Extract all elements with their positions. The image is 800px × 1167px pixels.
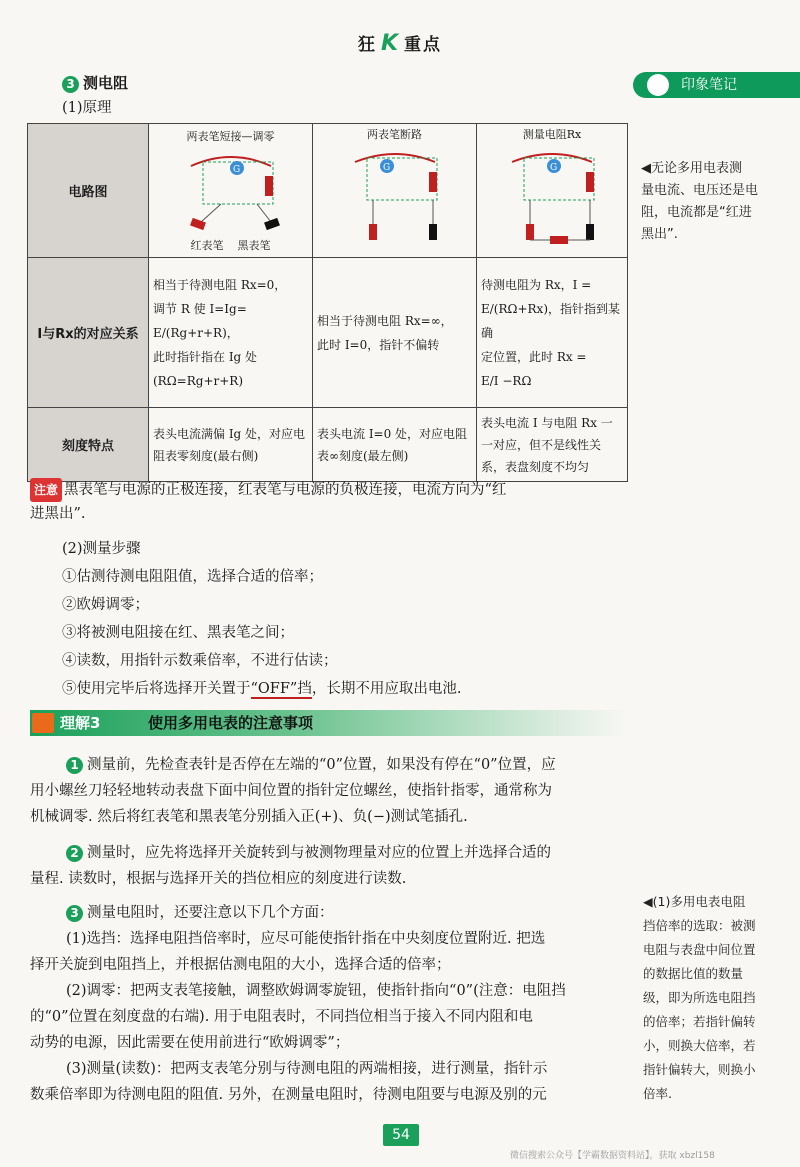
relation-open-line: 此时 I=0，指针不偏转 xyxy=(317,337,440,352)
circuit-diagram-measure xyxy=(482,144,622,252)
header-k-logo: K xyxy=(380,31,401,56)
svg-text:G: G xyxy=(232,165,240,175)
side-note-line: 级，即为所选电阻挡 xyxy=(643,990,756,1005)
steps-label: (2)测量步骤 xyxy=(62,541,141,557)
svg-text:G: G xyxy=(550,163,558,173)
relation-measure xyxy=(477,258,628,408)
p3-line: 测量电阻时，还要注意以下几个方面： xyxy=(87,905,334,921)
section-title: 测电阻 xyxy=(83,74,129,92)
caption-short: 两表笔短接—调零 xyxy=(186,130,275,143)
section-heading xyxy=(62,72,128,93)
section-banner xyxy=(30,710,625,736)
relation-short-line: 调节 R 使 I=Ig= E/(Rg+r+R)， xyxy=(153,301,247,340)
caption-open: 两表笔断路 xyxy=(367,128,422,141)
side-note-1 xyxy=(641,158,786,246)
p3-line: 的“0”位置在刻度盘的右端). 用于电阻表时，不同挡位相当于接入不同内阻和电 xyxy=(30,1009,533,1025)
p3-line: (1)选挡：选择电阻挡倍率时，应尽可能使指针指在中央刻度位置附近. 把选 xyxy=(66,931,546,947)
side-note-line: 电阻与表盘中间位置 xyxy=(643,942,756,957)
side-note-line: 的倍率；若指针偏转 xyxy=(643,1014,756,1029)
p1-line: 机械调零. 然后将红表笔和黑表笔分别插入正(+)、负(−)测试笔插孔. xyxy=(30,809,468,825)
page-header xyxy=(0,30,800,56)
p2-line: 量程. 读数时，根据与选择开关的挡位相应的刻度进行读数. xyxy=(30,871,407,887)
p2-number: 2 xyxy=(66,845,83,862)
p3-line: (2)调零：把两支表笔接触，调整欧姆调零旋钮，使指针指向“0”(注意：电阻挡 xyxy=(66,983,566,999)
principle-table xyxy=(27,123,628,482)
p3-line: 动势的电源，因此需要在使用前进行“欧姆调零”； xyxy=(30,1035,350,1051)
scale-open: 表头电流 I=0 处，对应电阻表∞刻度(最左侧) xyxy=(313,408,477,482)
relation-open xyxy=(313,258,477,408)
paragraph-3 xyxy=(30,900,630,1108)
side-tab-label: 印象笔记 xyxy=(681,77,737,93)
header-left: 狂 xyxy=(357,35,377,55)
watermark: 微信搜索公众号【学霸数据资料站】，获取 xbzl158 xyxy=(510,1151,715,1161)
step-item: ①估测待测电阻阻值，选择合适的倍率； xyxy=(62,569,323,585)
side-note-line: 倍率. xyxy=(643,1086,672,1101)
attention-line: 黑表笔与电源的正极连接，红表笔与电源的负极连接，电流方向为“红 xyxy=(64,482,507,498)
svg-text:G: G xyxy=(382,163,390,173)
header-right: 重点 xyxy=(404,35,443,55)
relation-measure-line: E/(RΩ+Rx)，指针指到某确 xyxy=(481,301,621,340)
book-icon xyxy=(32,713,54,733)
circuit-measure xyxy=(477,124,628,258)
p1-line: 测量前，先检查表针是否停在左端的“0”位置，如果没有停在“0”位置，应 xyxy=(87,757,556,773)
side-note-line: ◀无论多用电表测 xyxy=(641,161,742,176)
attention-line: 进黑出”. xyxy=(30,506,86,522)
page-number: 54 xyxy=(383,1124,419,1146)
label-red-pen: 红表笔 xyxy=(190,239,224,252)
side-note-line: ◀(1)多用电表电阻 xyxy=(643,894,746,909)
p3-number: 3 xyxy=(66,905,83,922)
row-header-scale: 刻度特点 xyxy=(28,408,149,482)
side-note-line: 挡倍率的选取：被测 xyxy=(643,918,756,933)
step-item: ②欧姆调零； xyxy=(62,597,149,613)
step-item: ③将被测电阻接在红、黑表笔之间； xyxy=(62,625,294,641)
relation-short-line: (RΩ=Rg+r+R) xyxy=(153,373,243,388)
steps-list xyxy=(62,535,632,703)
elephant-icon xyxy=(647,74,669,96)
scale-measure: 表头电流 I 与电阻 Rx 一一对应，但不是线性关系，表盘刻度不均匀 xyxy=(477,408,628,482)
circuit-diagram-open xyxy=(325,144,465,252)
side-note-line: 量电流、电压还是电 xyxy=(641,183,759,198)
circuit-open xyxy=(313,124,477,258)
label-black-pen: 黑表笔 xyxy=(237,239,271,252)
side-tab xyxy=(633,72,800,98)
side-note-line: 小，则换大倍率，若 xyxy=(643,1038,756,1053)
attention-tag: 注意 xyxy=(30,478,62,502)
banner-tag: 理解3 xyxy=(60,714,101,732)
relation-short-line: 相当于待测电阻 Rx=0， xyxy=(153,277,287,292)
attention-note xyxy=(30,478,630,526)
scale-short: 表头电流满偏 Ig 处，对应电阻表零刻度(最右侧) xyxy=(149,408,313,482)
paragraph-2 xyxy=(30,840,630,892)
relation-measure-line: E/I −RΩ xyxy=(481,373,532,388)
relation-short-line: 此时指针指在 Ig 处 xyxy=(153,349,258,364)
circuit-short xyxy=(149,124,313,258)
side-note-line: 指针偏转大，则换小 xyxy=(643,1062,756,1077)
p1-number: 1 xyxy=(66,757,83,774)
caption-measure: 测量电阻Rx xyxy=(522,128,582,141)
step5-underlined: “OFF”挡 xyxy=(250,681,312,697)
p3-line: 数乘倍率即为待测电阻的阻值. 另外，在测量电阻时，待测电阻要与电源及别的元 xyxy=(30,1087,547,1103)
paragraph-1 xyxy=(30,752,630,830)
side-note-line: 黑出”. xyxy=(641,227,678,242)
principle-label: (1)原理 xyxy=(62,100,112,116)
p3-line: 择开关旋到电阻挡上，并根据估测电阻的大小，选择合适的倍率； xyxy=(30,957,451,973)
relation-open-line: 相当于待测电阻 Rx=∞， xyxy=(317,313,453,328)
p3-line: (3)测量(读数)：把两支表笔分别与待测电阻的两端相接，进行测量，指针示 xyxy=(66,1061,548,1077)
step5-pre: ⑤使用完毕后将选择开关置于 xyxy=(62,681,251,697)
row-header-circuit: 电路图 xyxy=(28,124,149,258)
side-note-2 xyxy=(643,890,788,1106)
side-note-line: 的数据比值的数量 xyxy=(643,966,744,981)
step5-post: ，长期不用应取出电池. xyxy=(311,681,462,697)
circuit-diagram-short xyxy=(161,146,301,240)
relation-measure-line: 定位置，此时 Rx = xyxy=(481,349,587,364)
relation-measure-line: 待测电阻为 Rx，I = xyxy=(481,277,592,292)
p1-line: 用小螺丝刀轻轻地转动表盘下面中间位置的指针定位螺丝，使指针指零，通常称为 xyxy=(30,783,552,799)
section-number: 3 xyxy=(62,76,79,93)
row-header-relation: I与Rx的对应关系 xyxy=(28,258,149,408)
relation-short xyxy=(149,258,313,408)
step-item xyxy=(62,675,632,703)
banner-title: 使用多用电表的注意事项 xyxy=(148,714,314,732)
p2-line: 测量时，应先将选择开关旋转到与被测物理量对应的位置上并选择合适的 xyxy=(87,845,551,861)
side-note-line: 阻，电流都是“红进 xyxy=(641,205,752,220)
step-item: ④读数，用指针示数乘倍率，不进行估读； xyxy=(62,653,338,669)
